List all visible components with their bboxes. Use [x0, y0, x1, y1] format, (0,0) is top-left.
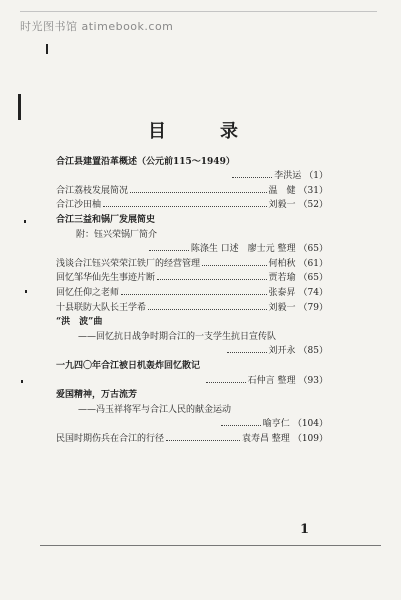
toc-entry [56, 415, 328, 430]
toc-entry-author: 陈涤生 口述 廖士元 整理 [190, 244, 296, 255]
toc-entry-title: ——回忆抗日战争时期合江的一支学生抗日宣传队 [78, 331, 277, 342]
toc-entry-title: 一九四〇年合江被日机轰炸回忆散记 [56, 360, 201, 371]
toc-entry-author: 袁寿昌 整理 [241, 433, 290, 444]
toc-entry-page: （93） [298, 375, 328, 386]
toc-entry-title: 合江县建置沿革概述（公元前115～1949） [56, 156, 235, 167]
toc-entry-title: 回忆邹华仙先生事迹片断 [56, 273, 156, 284]
toc-entry [56, 429, 328, 444]
dot-leader [166, 440, 240, 441]
toc-entry-page: （74） [298, 287, 328, 298]
scan-mark [46, 44, 48, 54]
toc-entry-page: （85） [298, 346, 328, 357]
toc-entry-page: （65） [298, 244, 328, 255]
toc-entry-page: （1） [304, 171, 328, 182]
toc-entry [56, 240, 328, 255]
title-char: 目 [148, 121, 166, 142]
toc-entry [56, 254, 328, 269]
toc-entry [56, 210, 328, 225]
dot-leader [221, 425, 261, 426]
toc-entry [56, 152, 328, 167]
table-of-contents [56, 152, 328, 444]
dot-leader [148, 309, 267, 310]
toc-entry [56, 342, 328, 357]
toc-entry [56, 196, 328, 211]
toc-entry-page: （109） [292, 433, 328, 444]
toc-entry [56, 283, 328, 298]
toc-entry-author: 温 健 [268, 185, 296, 196]
toc-entry [56, 167, 328, 182]
toc-entry-author: 何柏秋 [268, 258, 296, 269]
toc-entry-title: 合江荔枝发展简况 [56, 185, 129, 196]
toc-entry-author: 刘毅一 [268, 200, 296, 211]
toc-entry-title: 民国时期伤兵在合江的行径 [56, 433, 165, 444]
toc-entry-page: （79） [298, 302, 328, 313]
toc-entry-title: “洪 波”曲 [56, 317, 103, 328]
toc-entry-page: （104） [292, 419, 328, 430]
toc-entry-page: （61） [298, 258, 328, 269]
toc-entry-title: 附：钰兴荣锅厂简介 [76, 229, 158, 240]
toc-entry-title: 浅谈合江钰兴荣荣江铁厂的经营管理 [56, 258, 201, 269]
toc-entry-author: 贾若瑜 [268, 273, 296, 284]
toc-entry [56, 400, 328, 415]
dot-leader [121, 294, 267, 295]
toc-entry-title: 十县联防大队长王学希 [56, 302, 147, 313]
scan-mark [25, 290, 27, 293]
toc-entry-author: 刘毅一 [268, 302, 296, 313]
title-char: 录 [220, 121, 238, 142]
scan-mark [21, 380, 23, 383]
toc-entry-title: ——冯玉祥将军与合江人民的献金运动 [78, 404, 232, 415]
scan-mark [18, 94, 21, 120]
toc-entry [56, 371, 328, 386]
dot-leader [232, 177, 272, 178]
page-number: 1 [300, 522, 310, 537]
toc-entry [56, 298, 328, 313]
top-border-line [20, 11, 377, 12]
dot-leader [227, 352, 267, 353]
bottom-border-line [40, 545, 381, 546]
toc-entry-title: 爱国精神，万古流芳 [56, 390, 138, 401]
toc-entry [56, 269, 328, 284]
toc-entry-title: 回忆任仰之老师 [56, 287, 120, 298]
toc-entry [56, 313, 328, 328]
toc-entry-author: 李洪运 [274, 171, 302, 182]
dot-leader [103, 206, 267, 207]
toc-entry-title: 合江三益和锅厂发展简史 [56, 214, 156, 225]
toc-entry [56, 327, 328, 342]
toc-entry-author: 张泰昇 [268, 287, 296, 298]
toc-entry [56, 356, 328, 371]
toc-entry-page: （52） [298, 200, 328, 211]
toc-entry-title: 合江沙田柚 [56, 200, 102, 211]
dot-leader [157, 279, 267, 280]
dot-leader [202, 265, 267, 266]
page-title [148, 117, 238, 143]
site-watermark: 时光图书馆 atimebook.com [20, 20, 174, 33]
toc-entry-page: （31） [298, 185, 328, 196]
toc-entry [56, 225, 328, 240]
toc-entry [56, 181, 328, 196]
toc-entry [56, 386, 328, 401]
dot-leader [149, 250, 189, 251]
toc-entry-page: （65） [298, 273, 328, 284]
toc-entry-author: 刘开永 [268, 346, 296, 357]
dot-leader [130, 192, 267, 193]
toc-entry-author: 石仲言 整理 [247, 375, 296, 386]
dot-leader [206, 382, 246, 383]
toc-entry-author: 喻亨仁 [262, 419, 290, 430]
scan-mark [24, 220, 26, 223]
